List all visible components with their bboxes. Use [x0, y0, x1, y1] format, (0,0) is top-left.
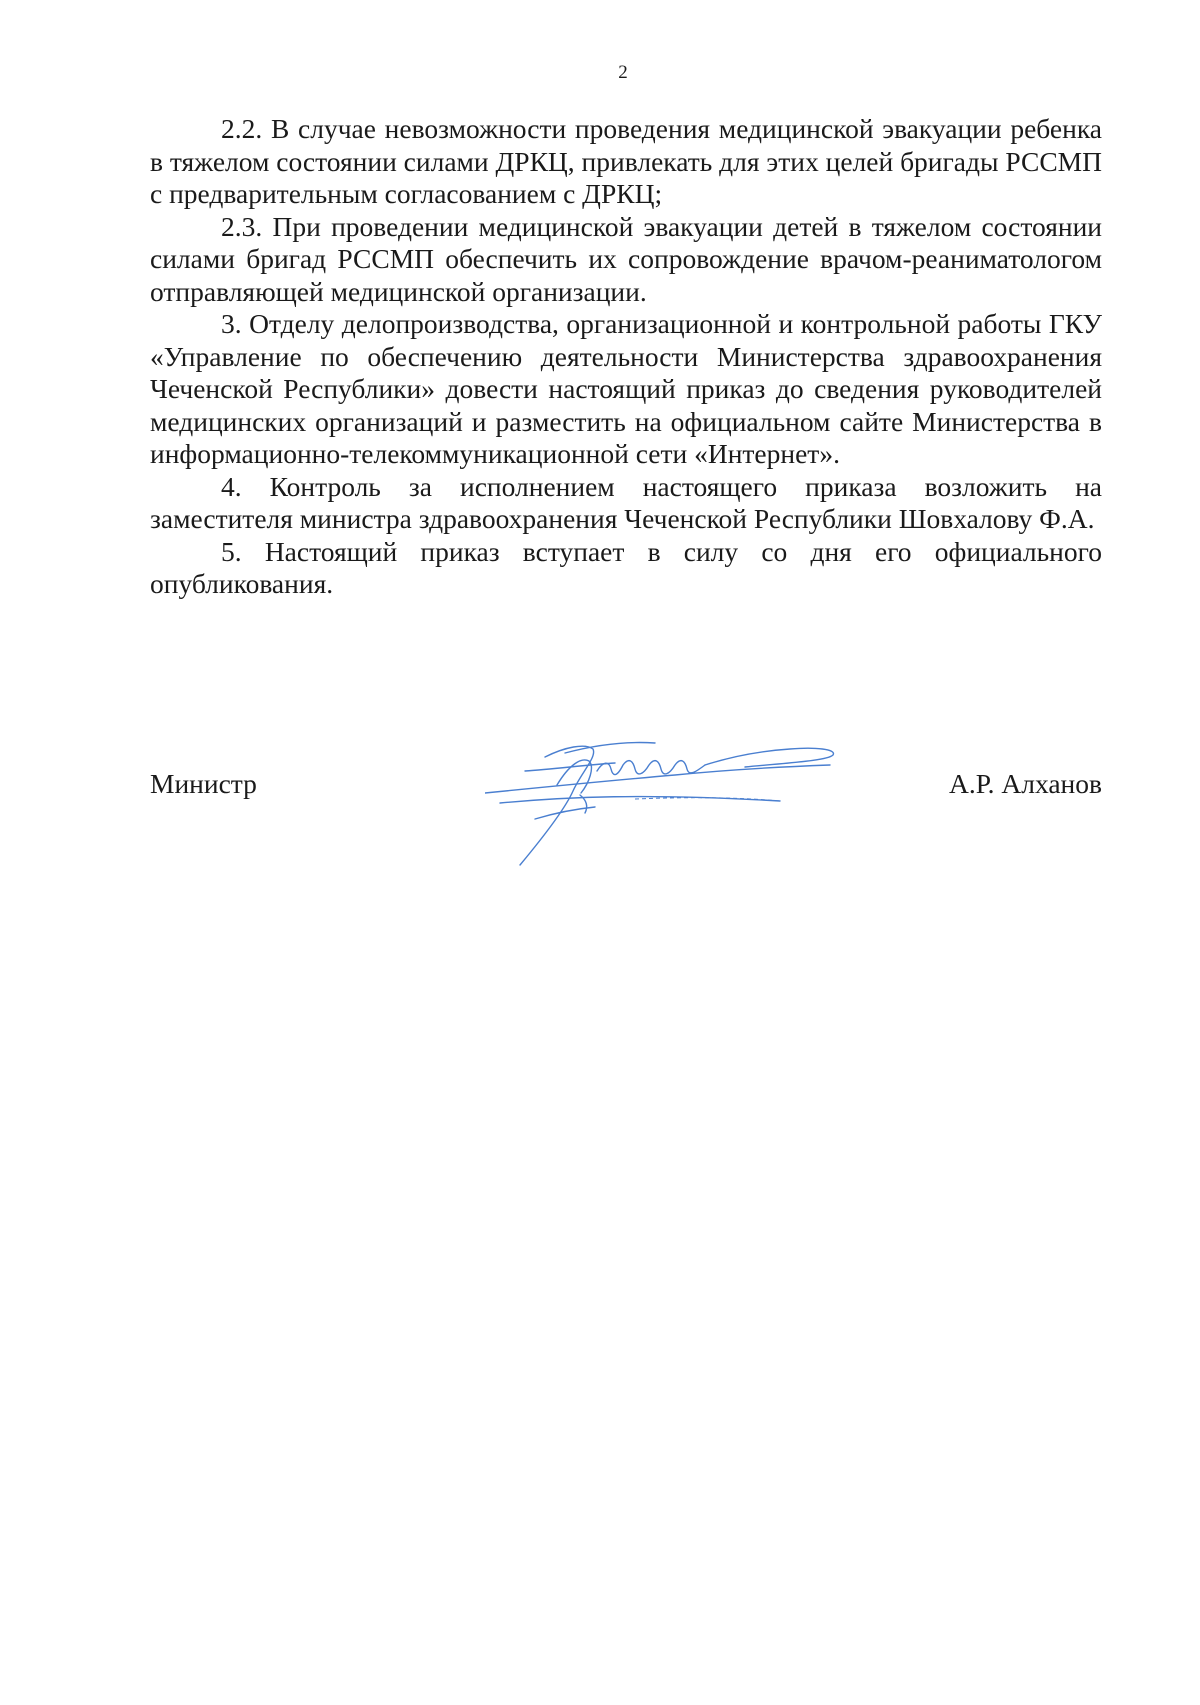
- paragraph-4: 4. Контроль за исполнением настоящего приказа возложить на заместителя министра здравоохранения Чеченской Республики Шовхалову Ф.А.: [150, 470, 1102, 534]
- paragraph-5: 5. Настоящий приказ вступает в силу со дня его официального опубликования.: [150, 535, 1102, 599]
- page-number: 2: [618, 62, 628, 83]
- document-body: [150, 113, 1102, 601]
- signature-block: [150, 768, 1102, 808]
- paragraph-3: 3. Отделу делопроизводства, организационной и контрольной работы ГКУ «Управление по обеспечению деятельности Министерства здравоохранения Чеченской Республики» довести настоящий приказ до сведения руководителей медицинских организаций и разместить на официальном сайте Министерства в информационно-телекоммуникационной сети «Интернет».: [150, 308, 1102, 469]
- paragraph-2-3: 2.3. При проведении медицинской эвакуации детей в тяжелом состоянии силами бригад РССМП обеспечить их сопровождение врачом-реаниматологом отправляющей медицинской организации.: [150, 210, 1102, 307]
- signatory-name: А.Р. Алханов: [949, 768, 1102, 799]
- paragraph-2-2: 2.2. В случае невозможности проведения медицинской эвакуации ребенка в тяжелом состоянии силами ДРКЦ, привлекать для этих целей бригады РССМП с предварительным согласованием с ДРКЦ;: [150, 113, 1102, 209]
- signatory-title: Министр: [150, 768, 257, 799]
